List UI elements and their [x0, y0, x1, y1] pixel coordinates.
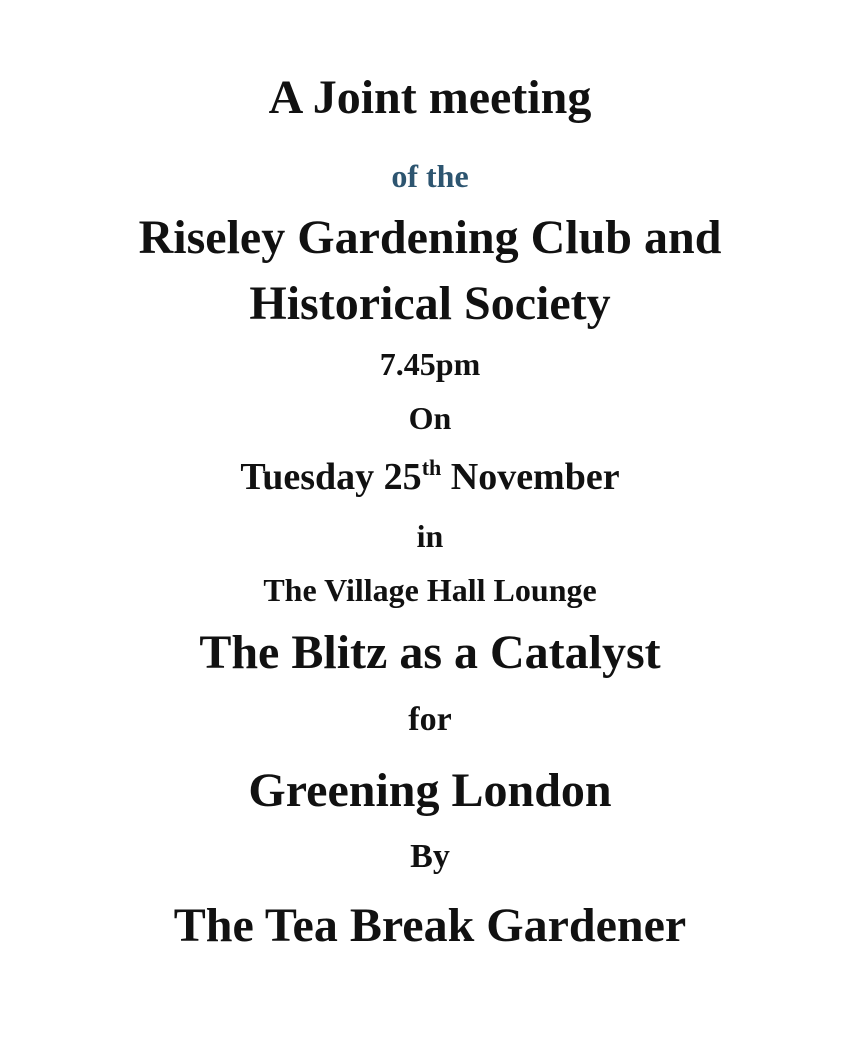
- poster-heading: A Joint meeting: [268, 71, 592, 124]
- organiser-line-1: Riseley Gardening Club and: [138, 211, 722, 264]
- date-month: November: [441, 456, 620, 498]
- organiser-line-2: Historical Society: [249, 277, 611, 330]
- event-time: 7.45pm: [379, 346, 481, 382]
- connector-text: of the: [391, 158, 469, 194]
- for-label: for: [408, 701, 452, 738]
- speaker-name: The Tea Break Gardener: [173, 899, 687, 952]
- event-date: [0, 455, 860, 498]
- talk-title-line-2: Greening London: [248, 764, 612, 817]
- talk-title-line-1: The Blitz as a Catalyst: [199, 626, 661, 679]
- by-label: By: [410, 838, 450, 875]
- in-label: in: [416, 518, 444, 554]
- date-ordinal: th: [421, 455, 442, 480]
- event-venue: The Village Hall Lounge: [263, 572, 597, 608]
- on-label: On: [408, 400, 452, 436]
- date-day: Tuesday 25: [240, 456, 422, 498]
